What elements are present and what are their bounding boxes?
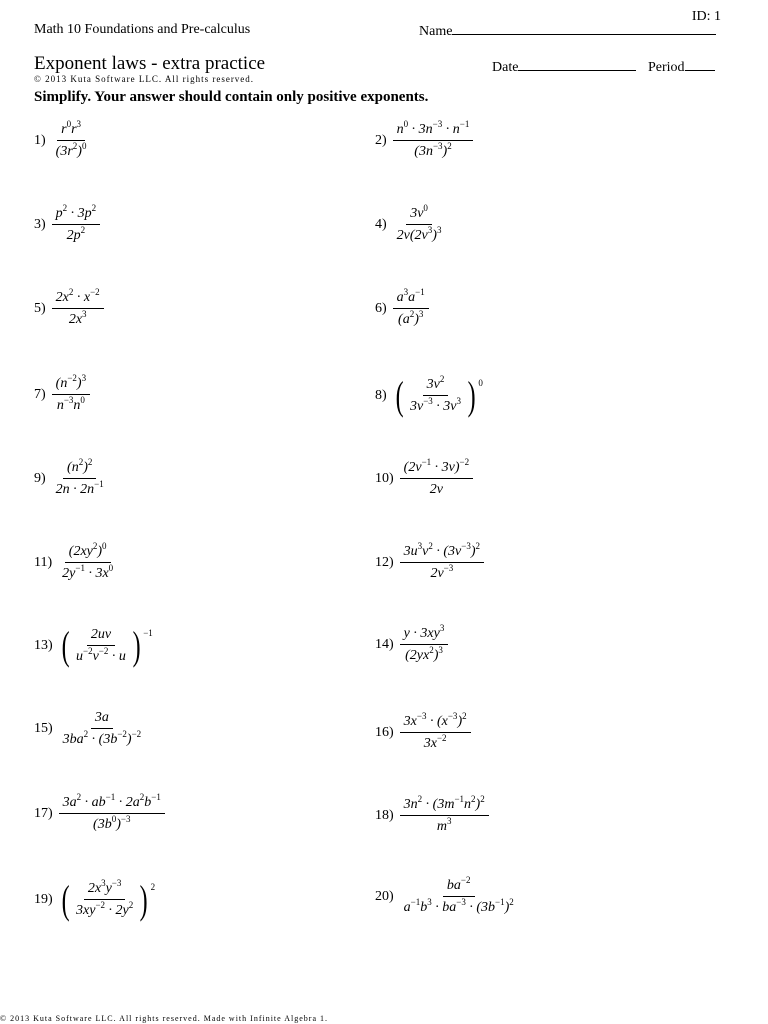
expression: $\frac{n^0 \cdot 3n^{-3} \cdot n^{-1}}{(3n^{-3})^2}$ — [393, 122, 474, 160]
expression: $\frac{(n^2)^2}{2n \cdot 2n^{-1}}$ — [55, 457, 104, 497]
course-name: Math 10 Foundations and Pre-calculus — [34, 22, 251, 37]
problem-number: 15) — [34, 721, 53, 736]
instructions: Simplify. Your answer should contain only positive exponents. — [34, 89, 429, 105]
period-field — [648, 58, 715, 76]
problem-7 — [34, 373, 90, 414]
expression: $\frac{2x^2 \cdot x^{-2}}{2x^3}$ — [52, 290, 104, 328]
period-label: Period — [648, 60, 685, 75]
problem-number: 7) — [34, 387, 46, 402]
problem-3 — [34, 203, 100, 244]
problem-13 — [34, 623, 153, 668]
problem-11 — [34, 541, 117, 582]
problem-number: 10) — [375, 471, 394, 486]
problem-number: 11) — [34, 555, 53, 570]
expression: $\frac{ba^{-2}}{a^{-1}b^3 \cdot ba^{-3} \cdot (3b^{-1})^2}$ — [403, 875, 514, 915]
problem-17 — [34, 792, 165, 833]
expression: ( $\frac{3v^2}{3v^{-3} \cdot 3v^3}$ ) 0 — [395, 373, 483, 418]
problem-number: 2) — [375, 133, 387, 148]
name-label: Name — [419, 24, 453, 39]
problem-number: 16) — [375, 725, 394, 740]
expression: $\frac{r^0r^3}{(3r^2)^0}$ — [55, 119, 87, 159]
problem-number: 20) — [375, 889, 394, 904]
expression: $\frac{3n^2 \cdot (3m^{-1}n^2)^2}{m^3}$ — [400, 797, 489, 835]
problem-number: 17) — [34, 806, 53, 821]
expression: $\frac{3a}{3ba^2 \cdot (3b^{-2})^{-2}}$ — [62, 710, 142, 747]
problem-16 — [375, 711, 471, 752]
problem-2 — [375, 119, 473, 160]
worksheet-title: Exponent laws - extra practice — [34, 53, 266, 74]
problem-4 — [375, 203, 445, 244]
name-field — [419, 22, 716, 40]
problem-number: 6) — [375, 301, 387, 316]
problem-18 — [375, 794, 489, 835]
problem-9 — [34, 457, 108, 498]
problem-number: 1) — [34, 133, 46, 148]
footer-copyright: © 2013 Kuta Software LLC. All rights reserved. Made with Infinite Algebra 1. — [0, 1014, 329, 1023]
period-blank — [685, 58, 715, 71]
problem-number: 3) — [34, 217, 46, 232]
problem-number: 5) — [34, 301, 46, 316]
expression: $\frac{3v^0}{2v(2v^3)^3}$ — [396, 203, 442, 243]
name-blank — [452, 22, 716, 35]
problem-20 — [375, 875, 518, 916]
expression: ( $\frac{2x^3y^{-3}}{3xy^{-2} \cdot 2y^2}$ ) 2 — [61, 877, 156, 922]
problem-1 — [34, 119, 90, 160]
problem-14 — [375, 623, 448, 664]
problem-5 — [34, 287, 104, 328]
problem-number: 14) — [375, 637, 394, 652]
problem-number: 9) — [34, 471, 46, 486]
expression: $\frac{y \cdot 3xy^3}{(2yx^2)^3}$ — [400, 626, 449, 664]
date-blank — [518, 58, 636, 71]
problem-number: 13) — [34, 638, 53, 653]
problem-8 — [375, 373, 483, 418]
worksheet-id: ID: 1 — [691, 9, 721, 24]
problem-12 — [375, 541, 484, 582]
problem-6 — [375, 287, 429, 328]
problem-10 — [375, 457, 473, 498]
expression: $\frac{3a^2 \cdot ab^{-1} \cdot 2a^2b^{-1}}{(3b^0)^{-3}}$ — [59, 795, 165, 833]
expression: $\frac{3x^{-3} \cdot (x^{-3})^2}{3x^{-2}}$ — [400, 714, 471, 752]
problem-number: 8) — [375, 388, 387, 403]
problem-number: 18) — [375, 808, 394, 823]
problem-19 — [34, 877, 156, 922]
expression: ( $\frac{2uv}{u^{-2}v^{-2} \cdot u}$ ) −1 — [61, 623, 153, 668]
expression: $\frac{3u^3v^2 \cdot (3v^{-3})^2}{2v^{-3}}$ — [400, 544, 484, 582]
expression: $\frac{(n^{-2})^3}{n^{-3}n^0}$ — [52, 376, 90, 414]
problem-number: 19) — [34, 892, 53, 907]
expression: $\frac{p^2 \cdot 3p^2}{2p^2}$ — [52, 206, 101, 244]
expression: $\frac{(2xy^2)^0}{2y^{-1} \cdot 3x^0}$ — [62, 541, 114, 581]
date-label: Date — [492, 60, 519, 75]
problem-number: 12) — [375, 555, 394, 570]
problem-15 — [34, 710, 145, 748]
date-field — [492, 58, 636, 76]
problem-number: 4) — [375, 217, 387, 232]
header-copyright: © 2013 Kuta Software LLC. All rights reserved. — [34, 74, 255, 84]
expression: $\frac{a^3a^{-1}}{(a^2)^3}$ — [393, 290, 429, 328]
expression: $\frac{(2v^{-1} \cdot 3v)^{-2}}{2v}$ — [400, 460, 473, 498]
